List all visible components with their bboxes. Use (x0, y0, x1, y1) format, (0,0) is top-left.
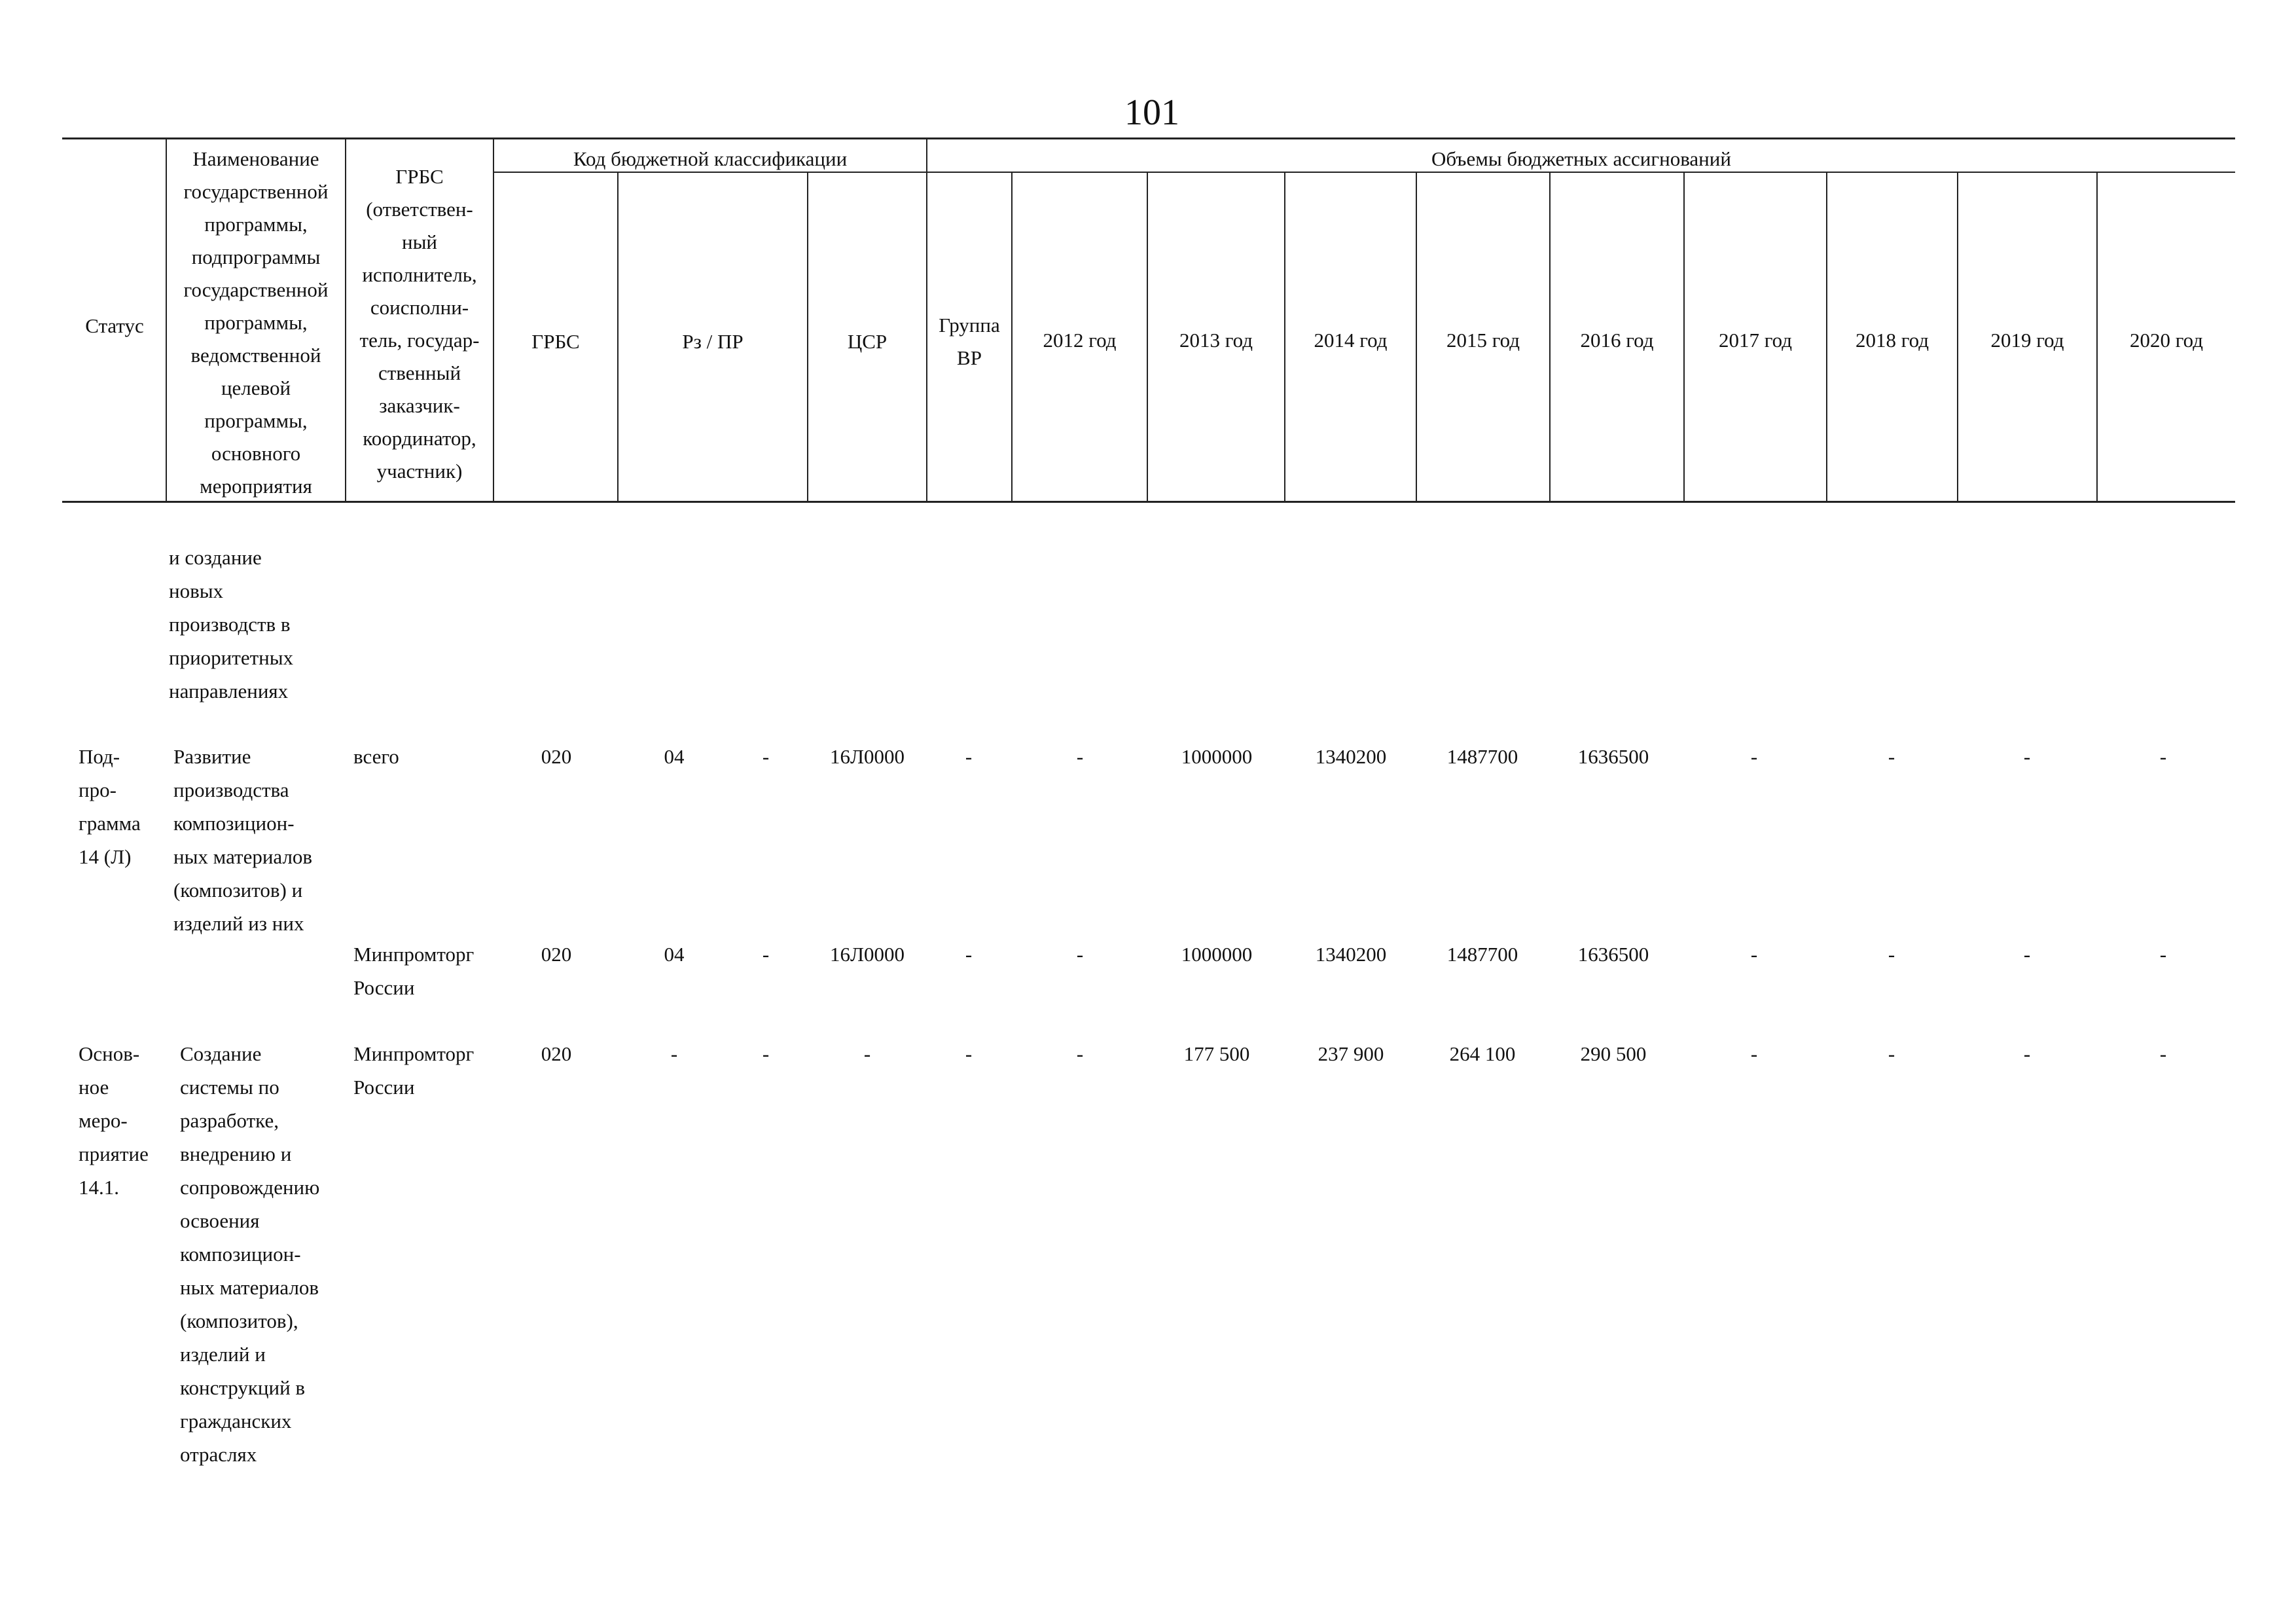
row-grbs: 020 (541, 943, 572, 966)
row-rz: - (670, 1042, 678, 1065)
row-value: - (1076, 745, 1084, 768)
page-number: 101 (1124, 92, 1179, 133)
row-csr: - (863, 1042, 871, 1065)
row-value: - (1888, 943, 1895, 966)
row-vr: - (965, 943, 973, 966)
header-grbs-role: ГРБС (ответствен- ный исполнитель, соисполни- тель, государ- ственный заказчик- координатор, участник) (359, 165, 480, 483)
header-year: 2014 год (1314, 329, 1388, 352)
row-value: 1487700 (1446, 745, 1518, 768)
row-value: 237 900 (1318, 1042, 1384, 1065)
row-value: 1636500 (1577, 943, 1649, 966)
continued-program-name: и создание новых производств в приоритетных направлениях (169, 546, 294, 702)
row-value: - (2159, 943, 2167, 966)
row-value: - (1076, 943, 1084, 966)
row-value: - (2023, 943, 2031, 966)
header-allocations-group: Объемы бюджетных ассигнований (1431, 147, 1731, 170)
header-grbs: ГРБС (531, 330, 580, 353)
row-csr: 16Л0000 (829, 943, 905, 966)
row-value: 1000000 (1181, 943, 1253, 966)
header-year: 2013 год (1179, 329, 1253, 352)
row-value: 1340200 (1315, 943, 1387, 966)
row-participant: Минпромторг России (353, 1042, 475, 1099)
row-pr: - (762, 943, 770, 966)
row-program-name: Развитие производства композицион- ных материалов (композитов) и изделий из них (173, 745, 313, 935)
header-budget-code-group: Код бюджетной классификации (573, 147, 848, 170)
row-value: - (1750, 943, 1758, 966)
row-value: 290 500 (1580, 1042, 1647, 1065)
table-header-bottom-border (62, 501, 2235, 503)
col-separator (493, 137, 494, 502)
row-status: Основ- ное меро- приятие 14.1. (79, 1042, 149, 1199)
header-year: 2015 год (1446, 329, 1520, 352)
row-value: - (1888, 1042, 1895, 1065)
row-status: Под- про- грамма 14 (Л) (79, 745, 141, 868)
row-value: - (2023, 745, 2031, 768)
header-year: 2019 год (1990, 329, 2064, 352)
row-pr: - (762, 745, 770, 768)
header-csr: ЦСР (847, 330, 888, 353)
row-value: 264 100 (1449, 1042, 1516, 1065)
row-value: 1636500 (1577, 745, 1649, 768)
row-rz: 04 (664, 745, 685, 768)
row-value: - (1750, 745, 1758, 768)
row-pr: - (762, 1042, 770, 1065)
row-value: - (2159, 1042, 2167, 1065)
row-grbs: 020 (541, 1042, 572, 1065)
row-value: - (2023, 1042, 2031, 1065)
row-value: 1000000 (1181, 745, 1253, 768)
header-rz-pr: Рз / ПР (682, 330, 744, 353)
row-participant: всего (353, 745, 399, 768)
row-participant: Минпромторг России (353, 943, 475, 999)
row-value: - (1888, 745, 1895, 768)
row-value: - (1750, 1042, 1758, 1065)
row-rz: 04 (664, 943, 685, 966)
header-year: 2012 год (1043, 329, 1117, 352)
row-value: - (2159, 745, 2167, 768)
header-year: 2018 год (1855, 329, 1929, 352)
header-program-name: Наименование государственной программы, подпрограммы государственной программы, ведомственной целевой программы, основного мероприятия (183, 147, 329, 498)
row-program-name: Создание системы по разработке, внедрению и сопровождению освоения композицион- ных материалов (композитов), изделий и конструкций в гражданских отраслях (180, 1042, 320, 1466)
row-value: 1340200 (1315, 745, 1387, 768)
row-vr: - (965, 745, 973, 768)
row-value: - (1076, 1042, 1084, 1065)
header-year: 2017 год (1718, 329, 1793, 352)
header-group-vr: Группа ВР (939, 314, 1000, 369)
row-vr: - (965, 1042, 973, 1065)
header-year: 2020 год (2129, 329, 2204, 352)
row-value: 1487700 (1446, 943, 1518, 966)
row-value: 177 500 (1183, 1042, 1250, 1065)
header-status: Статус (85, 314, 144, 337)
row-grbs: 020 (541, 745, 572, 768)
header-year: 2016 год (1580, 329, 1654, 352)
row-csr: 16Л0000 (829, 745, 905, 768)
table-top-border (62, 137, 2235, 139)
